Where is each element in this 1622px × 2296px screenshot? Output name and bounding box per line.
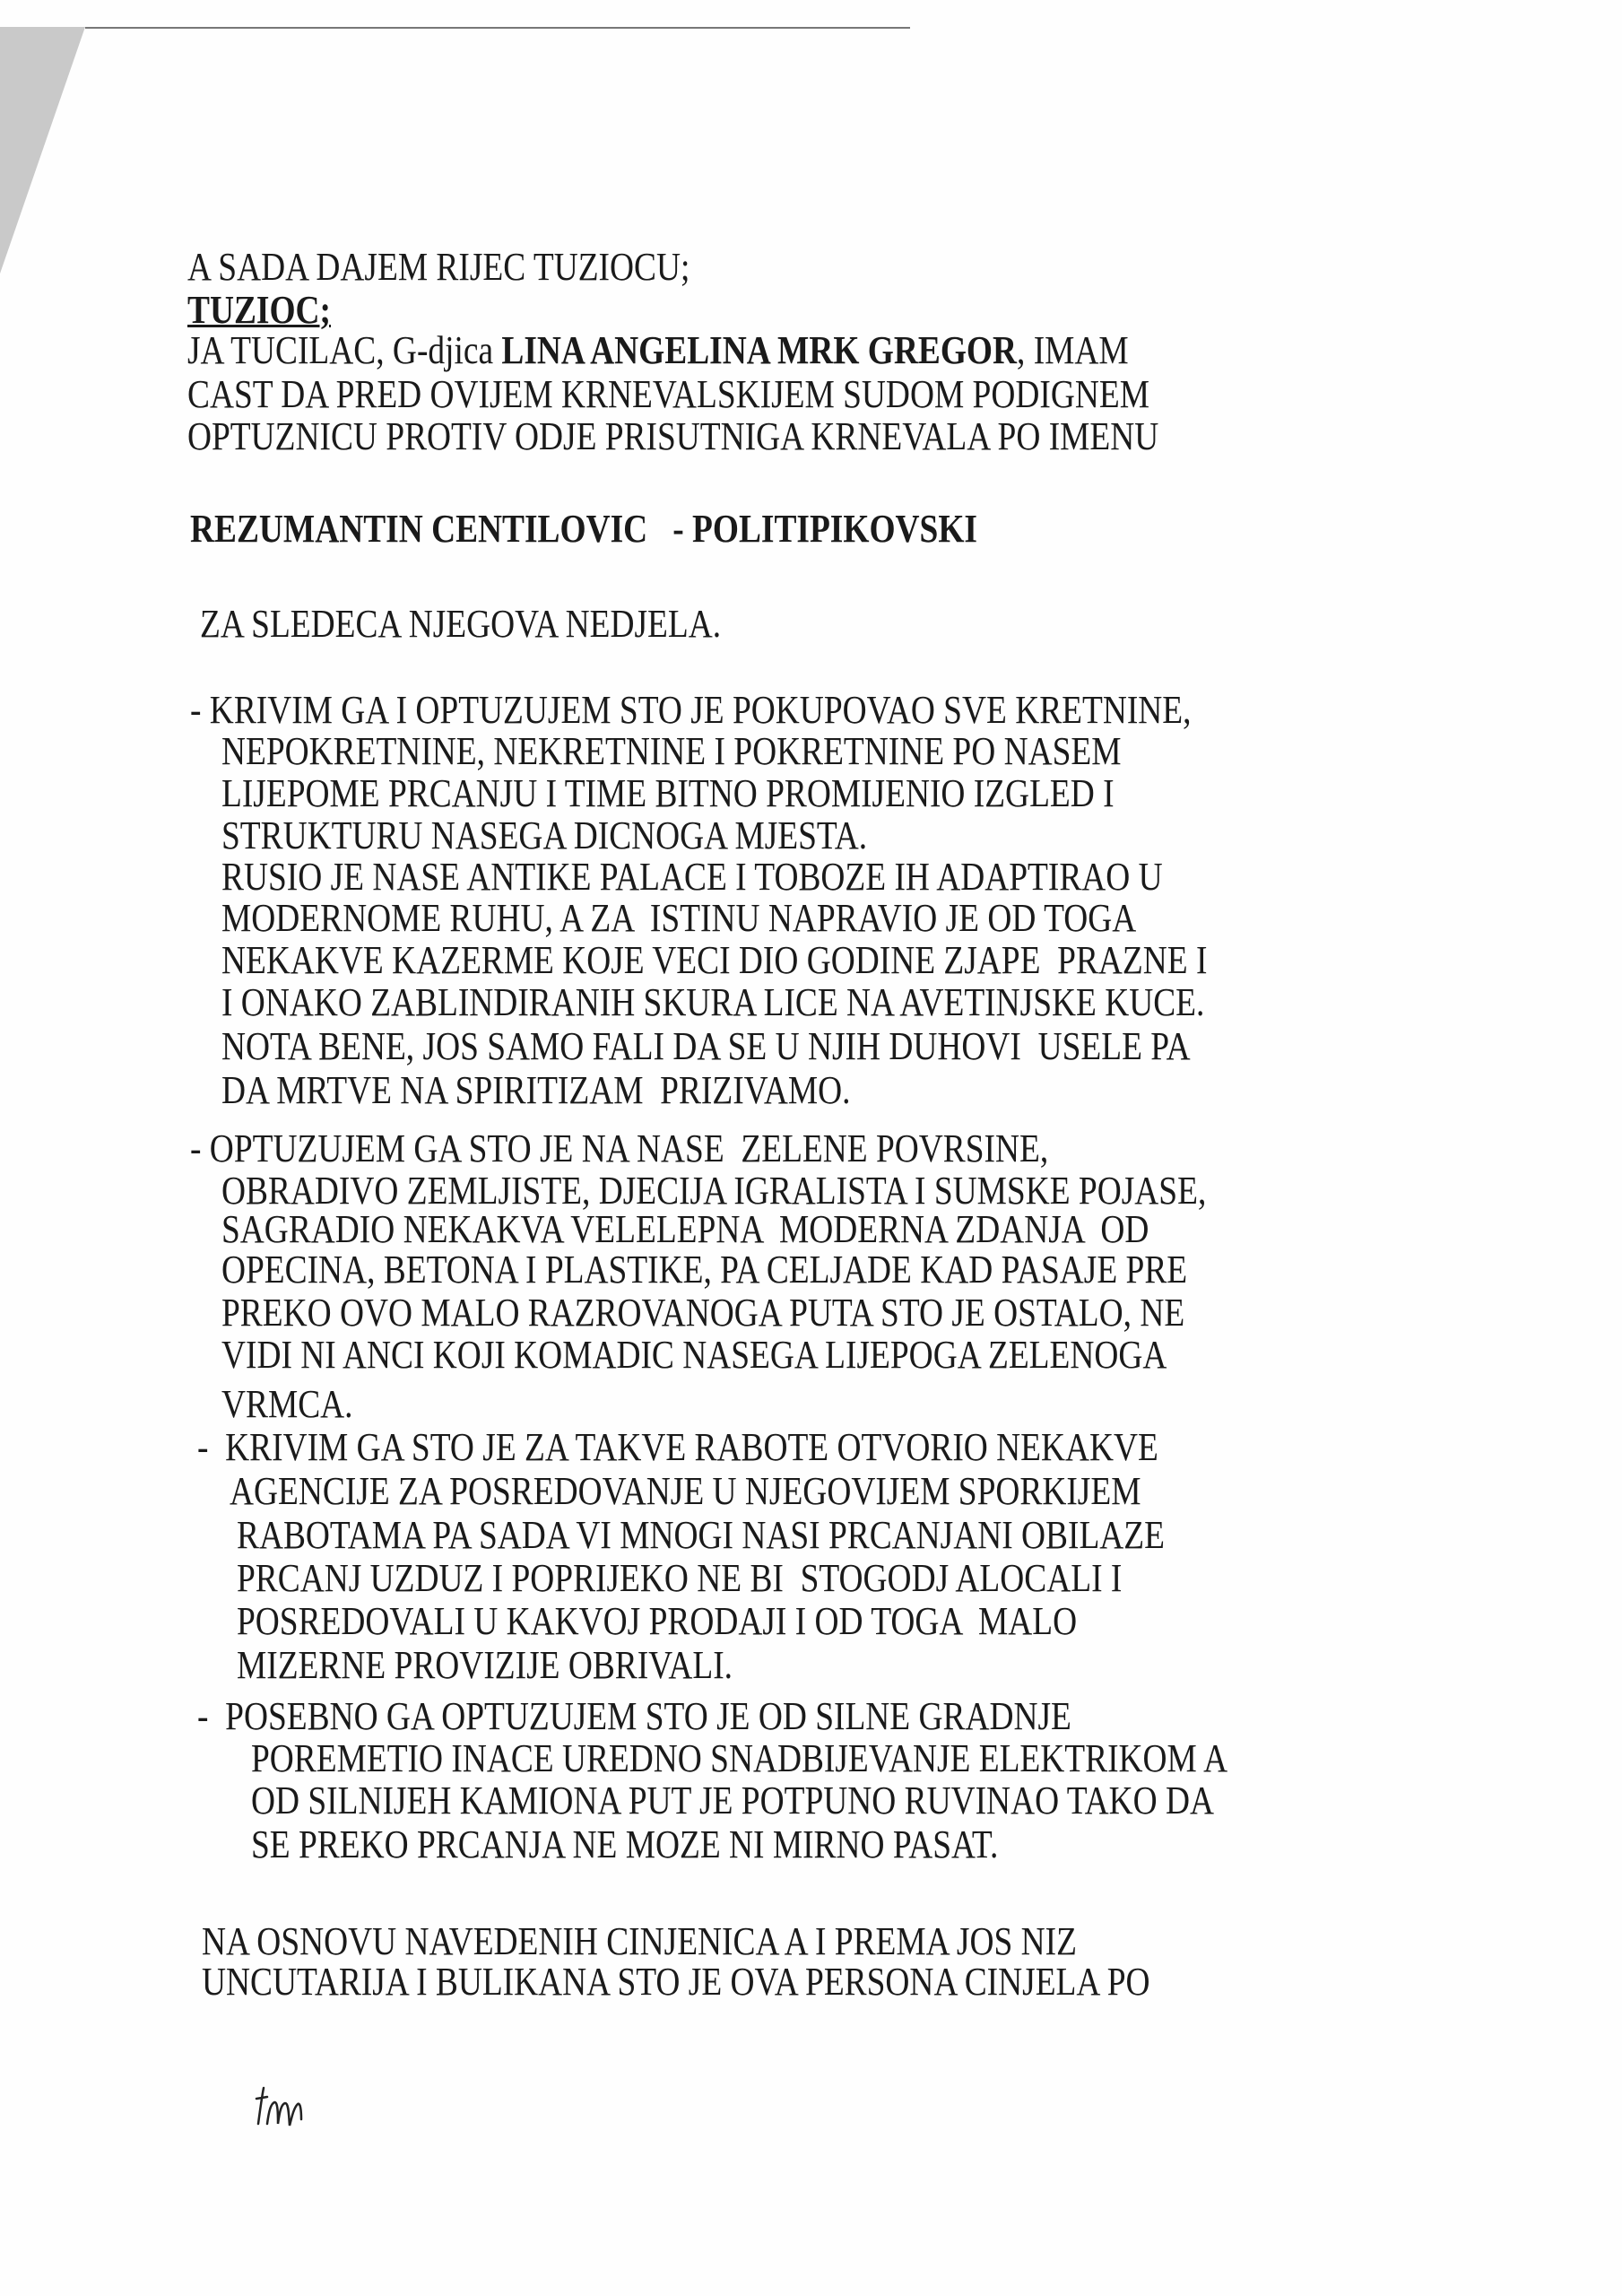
text-line: OD SILNIJEH KAMIONA PUT JE POTPUNO RUVINAO TAKO DA xyxy=(251,1779,1215,1822)
text-line: NEPOKRETNINE, NEKRETNINE I POKRETNINE PO NASEM xyxy=(221,729,1122,773)
scan-shadow-corner xyxy=(0,27,90,278)
text-line: UNCUTARIJA I BULIKANA STO JE OVA PERSONA CINJELA PO xyxy=(202,1960,1150,2004)
text-segment: JA TUCILAC, G-djica xyxy=(187,328,502,372)
speaker-heading: TUZIOC; xyxy=(187,288,332,332)
text-line: MIZERNE PROVIZIJE OBRIVALI. xyxy=(237,1643,733,1687)
text-line: I ONAKO ZABLINDIRANIH SKURA LICE NA AVETINJSKE KUCE. xyxy=(221,980,1205,1024)
text-line: POREMETIO INACE UREDNO SNADBIJEVANJE ELEKTRIKOM A xyxy=(251,1736,1228,1780)
text-line: OPECINA, BETONA I PLASTIKE, PA CELJADE KAD PASAJE PRE xyxy=(221,1248,1188,1292)
text-line: OPTUZNICU PROTIV ODJE PRISUTNIGA KRNEVALA PO IMENU xyxy=(187,414,1159,458)
charge-item: - POSEBNO GA OPTUZUJEM STO JE OD SILNE GRADNJE xyxy=(197,1694,1071,1738)
text-line: OBRADIVO ZEMLJISTE, DJECIJA IGRALISTA I SUMSKE POJASE, xyxy=(221,1169,1207,1213)
text-segment: , IMAM xyxy=(1017,328,1129,372)
text-line: ZA SLEDECA NJEGOVA NEDJELA. xyxy=(200,602,722,646)
text-line xyxy=(187,327,1129,374)
text-line: NEKAKVE KAZERME KOJE VECI DIO GODINE ZJAPE PRAZNE I xyxy=(221,938,1208,982)
handwritten-initials-signature xyxy=(251,2079,323,2133)
text-line: NA OSNOVU NAVEDENIH CINJENICA A I PREMA JOS NIZ xyxy=(202,1919,1077,1963)
charge-item: - KRIVIM GA I OPTUZUJEM STO JE POKUPOVAO SVE KRETNINE, xyxy=(190,688,1192,732)
text-line: AGENCIJE ZA POSREDOVANJE U NJEGOVIJEM SPORKIJEM xyxy=(230,1469,1141,1513)
text-line: NOTA BENE, JOS SAMO FALI DA SE U NJIH DUHOVI USELE PA xyxy=(221,1024,1191,1068)
text-line: SE PREKO PRCANJA NE MOZE NI MIRNO PASAT. xyxy=(251,1822,999,1866)
text-line: STRUKTURU NASEGA DICNOGA MJESTA. xyxy=(221,813,868,857)
scan-edge-line xyxy=(85,27,910,29)
text-line: RUSIO JE NASE ANTIKE PALACE I TOBOZE IH ADAPTIRAO U xyxy=(221,855,1163,899)
text-line: RABOTAMA PA SADA VI MNOGI NASI PRCANJANI OBILAZE xyxy=(237,1513,1165,1557)
text-line: VIDI NI ANCI KOJI KOMADIC NASEGA LIJEPOGA ZELENOGA xyxy=(221,1333,1167,1377)
defendant-name: REZUMANTIN CENTILOVIC - POLITIPIKOVSKI xyxy=(190,507,977,551)
text-line: MODERNOME RUHU, A ZA ISTINU NAPRAVIO JE OD TOGA xyxy=(221,896,1137,940)
charge-item: - OPTUZUJEM GA STO JE NA NASE ZELENE POVRSINE, xyxy=(190,1126,1049,1170)
text-line: POSREDOVALI U KAKVOJ PRODAJI I OD TOGA MALO xyxy=(237,1599,1078,1643)
text-line: PREKO OVO MALO RAZROVANOGA PUTA STO JE OSTALO, NE xyxy=(221,1291,1185,1335)
charge-item: - KRIVIM GA STO JE ZA TAKVE RABOTE OTVORIO NEKAKVE xyxy=(197,1425,1158,1469)
intro-line: A SADA DAJEM RIJEC TUZIOCU; xyxy=(187,245,690,289)
text-line: CAST DA PRED OVIJEM KRNEVALSKIJEM SUDOM PODIGNEM xyxy=(187,372,1149,416)
prosecutor-name: LINA ANGELINA MRK GREGOR xyxy=(501,328,1018,372)
text-line: DA MRTVE NA SPIRITIZAM PRIZIVAMO. xyxy=(221,1068,851,1112)
text-line: SAGRADIO NEKAKVA VELELEPNA MODERNA ZDANJA OD xyxy=(221,1207,1149,1251)
text-line: LIJEPOME PRCANJU I TIME BITNO PROMIJENIO IZGLED I xyxy=(221,771,1115,815)
text-line: VRMCA. xyxy=(221,1382,353,1426)
text-line: PRCANJ UZDUZ I POPRIJEKO NE BI STOGODJ ALOCALI I xyxy=(237,1556,1123,1600)
